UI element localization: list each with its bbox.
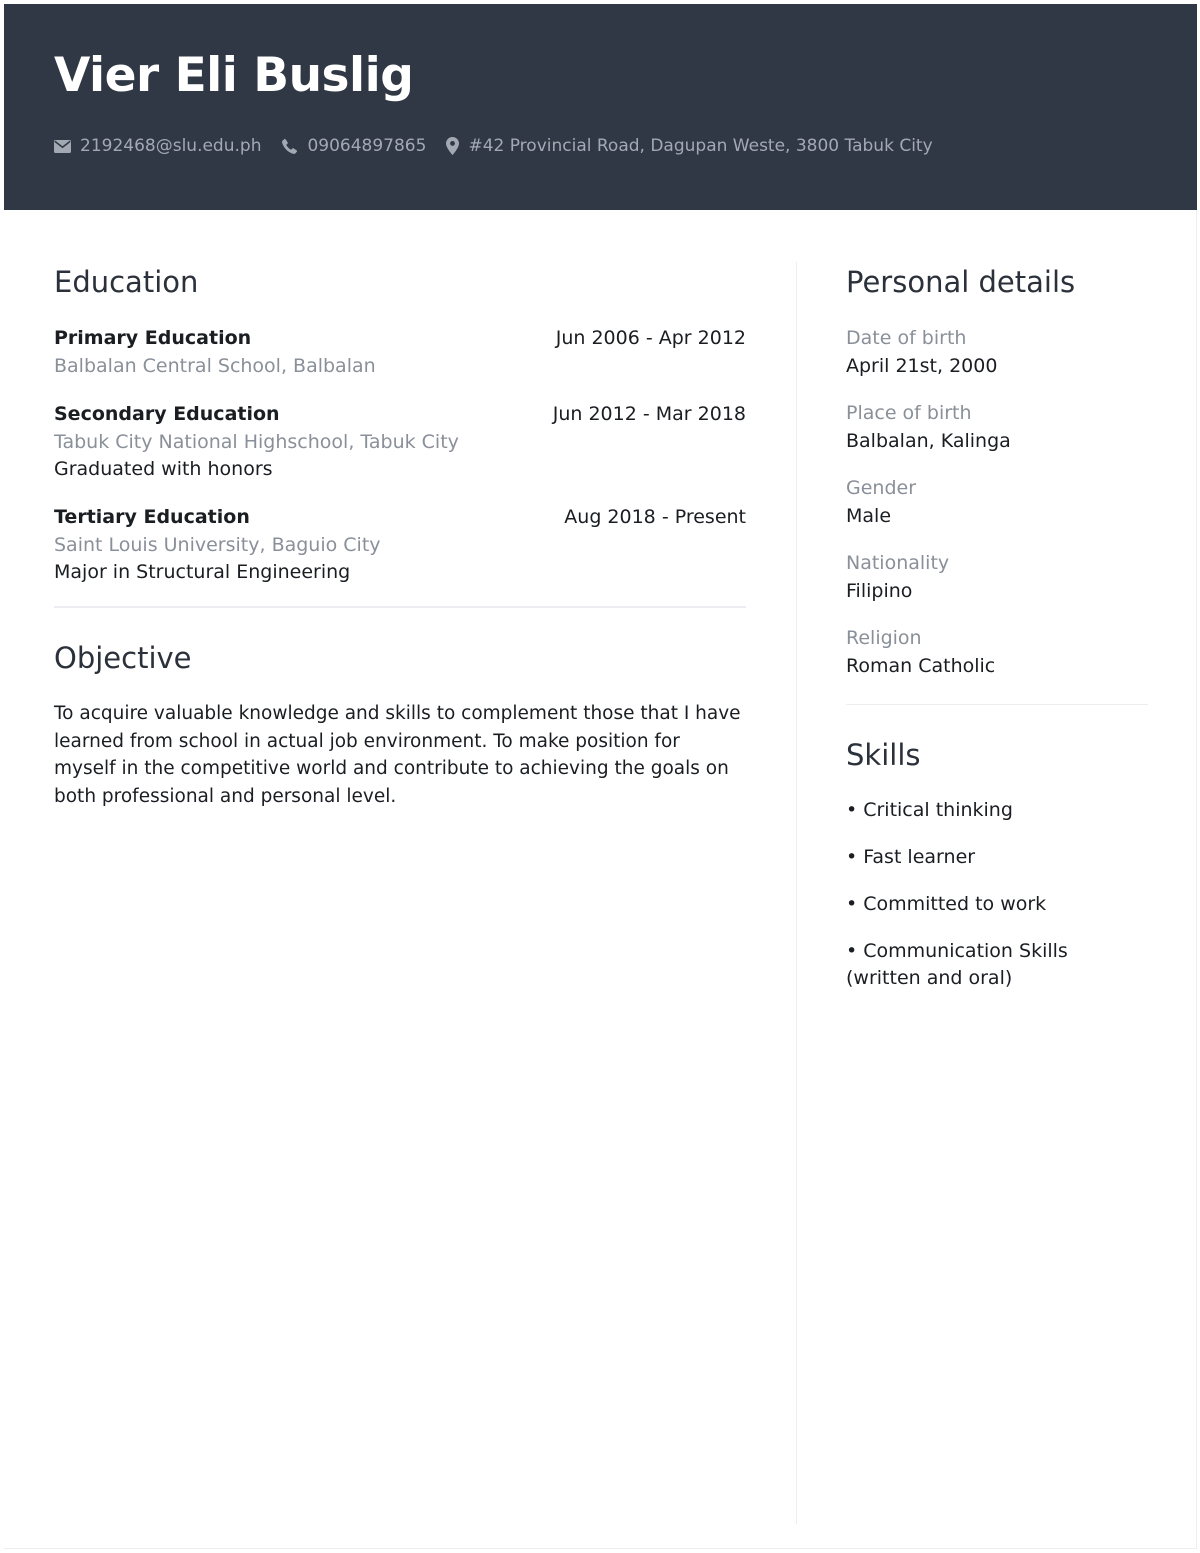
objective-text: To acquire valuable knowledge and skills to complement those that I have learned from school in actual job environment. To make position for myself in the competitive world and contribute to achieving the goals on both professional and personal level. — [54, 703, 741, 807]
skill-item — [846, 938, 1148, 992]
education-item-header — [54, 324, 746, 352]
personal-detail-item — [846, 549, 1148, 605]
email-text[interactable]: 2192468@slu.edu.ph — [80, 136, 262, 156]
education-note: Major in Structural Engineering — [54, 561, 351, 583]
education-heading: Education — [54, 265, 199, 299]
personal-detail-item — [846, 474, 1148, 530]
sidebar-column — [846, 262, 1148, 1012]
personal-detail-item — [846, 324, 1148, 380]
detail-label: Date of birth — [846, 327, 967, 349]
education-item-header — [54, 503, 746, 531]
education-date: Jun 2012 - Mar 2018 — [552, 403, 746, 425]
skills-list — [846, 797, 1148, 992]
envelope-icon — [54, 140, 71, 153]
personal-details-heading: Personal details — [846, 265, 1076, 299]
contact-address — [446, 136, 932, 156]
contact-email — [54, 136, 261, 156]
detail-label: Place of birth — [846, 402, 972, 424]
education-list — [54, 324, 746, 586]
education-school: Saint Louis University, Baguio City — [54, 534, 381, 556]
contact-phone — [281, 136, 426, 156]
skill-text: Critical thinking — [863, 799, 1013, 821]
personal-detail-item — [846, 399, 1148, 455]
skill-text: Fast learner — [863, 846, 976, 868]
education-date: Jun 2006 - Apr 2012 — [555, 327, 746, 349]
column-divider — [796, 262, 797, 1524]
education-item — [54, 503, 746, 586]
personal-detail-item — [846, 624, 1148, 680]
skill-item — [846, 844, 1148, 871]
skills-heading: Skills — [846, 738, 921, 772]
phone-text[interactable]: 09064897865 — [307, 136, 427, 156]
bullet: • — [846, 940, 858, 962]
applicant-name: Vier Eli Buslig — [54, 48, 414, 103]
section-divider — [54, 606, 746, 608]
bullet: • — [846, 893, 858, 915]
education-title: Primary Education — [54, 327, 252, 349]
detail-label: Gender — [846, 477, 917, 499]
phone-icon — [281, 138, 298, 155]
education-school: Tabuk City National Highschool, Tabuk City — [54, 431, 459, 453]
bullet: • — [846, 846, 858, 868]
skill-item — [846, 797, 1148, 824]
detail-value: Balbalan, Kalinga — [846, 430, 1011, 452]
skill-text: Communication Skills (written and oral) — [846, 940, 1068, 989]
education-title: Secondary Education — [54, 403, 280, 425]
detail-value: April 21st, 2000 — [846, 355, 998, 377]
education-date: Aug 2018 - Present — [564, 506, 746, 528]
detail-value: Roman Catholic — [846, 655, 996, 677]
detail-label: Nationality — [846, 552, 950, 574]
education-item — [54, 324, 746, 380]
contact-line — [54, 136, 953, 156]
resume-page — [4, 4, 1197, 1549]
section-divider — [846, 704, 1148, 705]
detail-label: Religion — [846, 627, 922, 649]
education-note: Graduated with honors — [54, 458, 273, 480]
education-title: Tertiary Education — [54, 506, 250, 528]
bullet: • — [846, 799, 858, 821]
objective-heading: Objective — [54, 641, 192, 675]
skill-text: Committed to work — [863, 893, 1047, 915]
main-column — [54, 262, 746, 829]
education-item — [54, 400, 746, 483]
detail-value: Filipino — [846, 580, 913, 602]
education-school: Balbalan Central School, Balbalan — [54, 355, 376, 377]
detail-value: Male — [846, 505, 892, 527]
skill-item — [846, 891, 1148, 918]
personal-details-list — [846, 324, 1148, 680]
address-text: #42 Provincial Road, Dagupan Weste, 3800 Tabuk City — [468, 136, 933, 156]
education-item-header — [54, 400, 746, 428]
resume-header — [4, 4, 1197, 210]
map-marker-icon — [446, 137, 459, 155]
